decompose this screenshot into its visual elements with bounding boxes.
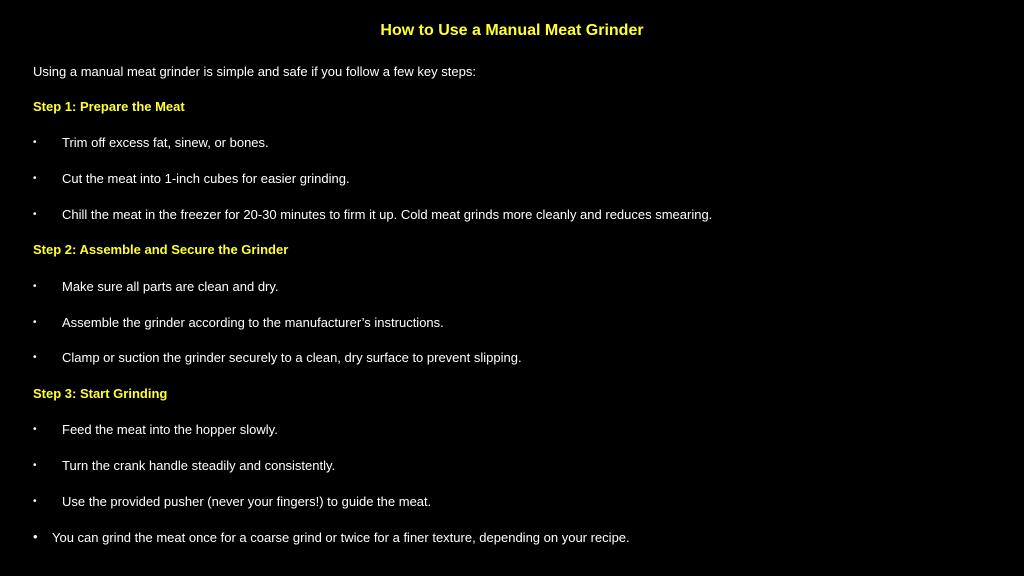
bullet-icon: • <box>33 209 37 220</box>
list-item-text: Feed the meat into the hopper slowly. <box>62 422 278 437</box>
step-1-heading: Step 1: Prepare the Meat <box>33 99 185 114</box>
bullet-icon: • <box>33 496 37 507</box>
bullet-icon: • <box>33 317 37 328</box>
bullet-icon: • <box>33 173 37 184</box>
list-item-text: Assemble the grinder according to the manufacturer’s instructions. <box>62 315 444 330</box>
bullet-icon: • <box>33 281 37 292</box>
list-item-text: Use the provided pusher (never your fingers!) to guide the meat. <box>62 494 432 509</box>
list-item-text: Clamp or suction the grinder securely to a clean, dry surface to prevent slipping. <box>62 350 522 365</box>
list-item-text: Trim off excess fat, sinew, or bones. <box>62 135 269 150</box>
bullet-icon: • <box>33 460 37 471</box>
bullet-icon: • <box>33 424 37 435</box>
list-item-text: Chill the meat in the freezer for 20-30 minutes to firm it up. Cold meat grinds more cleanly and reduces smearing. <box>62 207 713 222</box>
bullet-icon: • <box>33 352 37 363</box>
list-item-text: Cut the meat into 1-inch cubes for easier grinding. <box>62 171 350 186</box>
bullet-icon: • <box>33 529 38 544</box>
intro-text: Using a manual meat grinder is simple and safe if you follow a few key steps: <box>33 64 476 79</box>
bullet-icon: • <box>33 137 37 148</box>
closing-text: You can grind the meat once for a coarse grind or twice for a finer texture, depending on your recipe. <box>52 530 630 545</box>
step-3-heading: Step 3: Start Grinding <box>33 386 168 401</box>
step-2-heading: Step 2: Assemble and Secure the Grinder <box>33 242 289 257</box>
list-item-text: Make sure all parts are clean and dry. <box>62 279 279 294</box>
list-item-text: Turn the crank handle steadily and consistently. <box>62 458 336 473</box>
slide-title: How to Use a Manual Meat Grinder <box>380 22 644 39</box>
